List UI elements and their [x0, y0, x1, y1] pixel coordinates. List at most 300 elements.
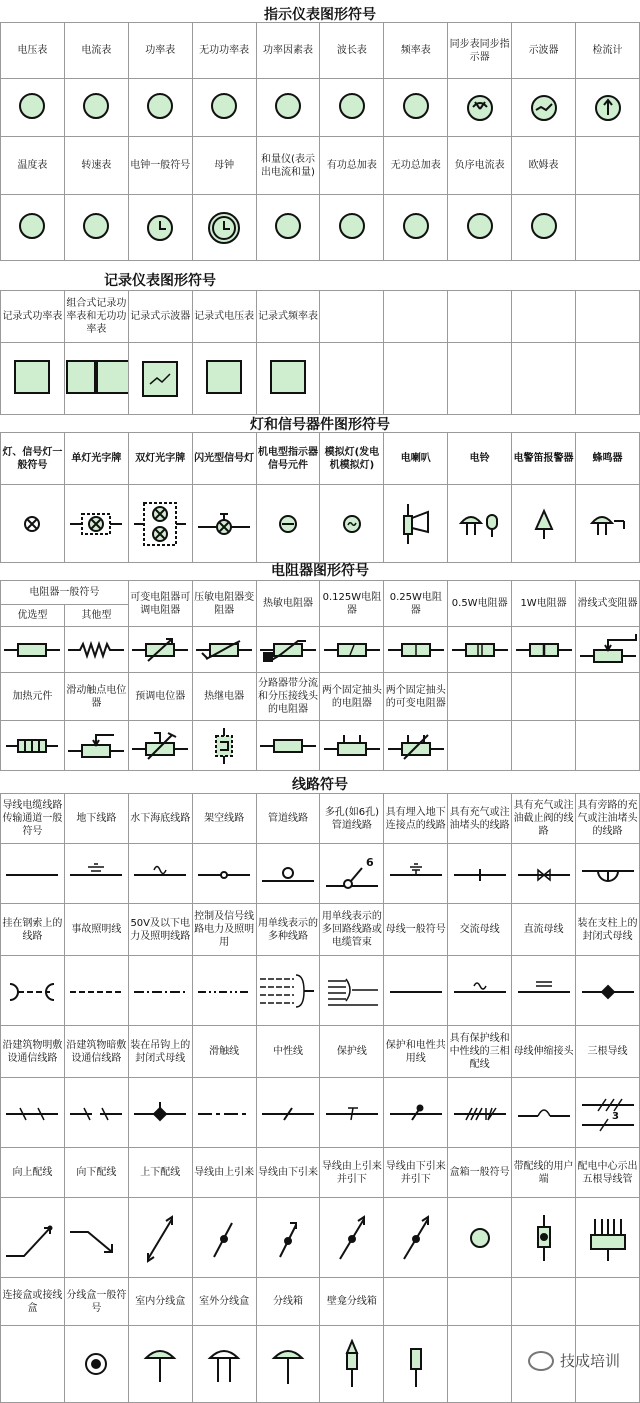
- symbol-cell: [192, 343, 256, 415]
- symbol-cell: [256, 956, 320, 1026]
- symbol-cell: [192, 956, 256, 1026]
- meter-symbol-icon: [19, 213, 45, 239]
- resistors-title: 电阻器图形符号: [0, 560, 640, 580]
- label-cell: 电流表: [64, 23, 128, 79]
- label-cell: 蜂鸣器: [576, 433, 640, 485]
- hole-count-label: 6: [366, 856, 374, 869]
- symbol-icon: [396, 1213, 436, 1263]
- symbol-cell: [256, 485, 320, 563]
- symbol-cell: [256, 1078, 320, 1148]
- meter-symbol-icon: [275, 93, 301, 119]
- symbol-cell: [256, 1198, 320, 1278]
- symbol-icon: [516, 859, 572, 889]
- label-cell: 无功功率表: [192, 23, 256, 79]
- symbol-icon: [145, 213, 175, 243]
- symbol-icon: [452, 1098, 508, 1128]
- symbol-icon: [467, 1225, 493, 1251]
- meters-table: [0, 22, 640, 261]
- meter-symbol-icon: [19, 93, 45, 119]
- label-cell: 机电型指示器信号元件: [256, 433, 320, 485]
- symbol-cell: [576, 956, 640, 1026]
- label-cell: 其他型: [64, 605, 128, 627]
- symbol-icon: [580, 976, 636, 1006]
- symbol-cell: [256, 195, 320, 261]
- symbol-icon: [324, 971, 380, 1011]
- recorder-symbol-icon: [66, 360, 96, 394]
- label-cell: 和量仪(表示出电流和量): [256, 137, 320, 195]
- symbol-cell: [320, 1326, 384, 1403]
- symbol-cell: [128, 721, 192, 771]
- symbol-cell: [576, 195, 640, 261]
- symbol-cell: [1, 1198, 65, 1278]
- symbol-icon: [452, 859, 508, 889]
- label-cell: 功率因素表: [256, 23, 320, 79]
- symbol-icon: [324, 856, 380, 892]
- label-cell: 用单线表示的多种线路: [256, 904, 320, 956]
- symbol-icon: [388, 859, 444, 889]
- symbol-cell: [192, 1078, 256, 1148]
- label-cell: 交流母线: [448, 904, 512, 956]
- symbol-icon: [204, 1342, 244, 1386]
- symbol-cell: [512, 844, 576, 904]
- label-cell: 模拟灯(发电机模拟灯): [320, 433, 384, 485]
- symbol-cell: [384, 343, 448, 415]
- label-cell: 组合式记录功率表和无功功率表: [64, 291, 128, 343]
- symbol-icon: [465, 93, 495, 123]
- label-cell: 有功总加表: [320, 137, 384, 195]
- label-cell: 功率表: [128, 23, 192, 79]
- symbol-icon: [196, 976, 252, 1006]
- symbol-cell: [512, 1078, 576, 1148]
- symbol-cell: [1, 721, 65, 771]
- meter-symbol-icon: [403, 93, 429, 119]
- label-cell: 导线由上引来并引下: [320, 1148, 384, 1198]
- symbol-icon: [394, 502, 438, 546]
- symbol-cell: [64, 627, 128, 673]
- label-cell: 电阻器一般符号: [1, 581, 129, 605]
- label-cell: 加热元件: [1, 673, 65, 721]
- label-cell: 三根导线: [576, 1026, 640, 1078]
- symbol-icon: [322, 731, 382, 761]
- label-cell: 分线盒一般符号: [64, 1278, 128, 1326]
- label-cell: 50V及以下电力及照明线路: [128, 904, 192, 956]
- label-cell: 连接盒或接线盒: [1, 1278, 65, 1326]
- label-cell: 管道线路: [256, 794, 320, 844]
- symbol-icon: [514, 635, 574, 665]
- label-cell: 滑线式变阻器: [576, 581, 640, 627]
- symbol-cell: [320, 956, 384, 1026]
- symbol-icon: [450, 635, 510, 665]
- label-cell: 导线由下引来并引下: [384, 1148, 448, 1198]
- symbol-icon: [258, 971, 318, 1011]
- lamps-title: 灯和信号器件图形符号: [0, 414, 640, 434]
- symbol-icon: [4, 859, 60, 889]
- symbol-cell: [576, 343, 640, 415]
- symbol-cell: [448, 721, 512, 771]
- label-cell: 事故照明线: [64, 904, 128, 956]
- symbol-cell: [512, 485, 576, 563]
- label-cell: [576, 137, 640, 195]
- recorders-title: 记录仪表图形符号: [0, 270, 320, 290]
- label-cell: 壁龛分线箱: [320, 1278, 384, 1326]
- symbol-icon: [68, 1216, 124, 1260]
- symbol-cell: [320, 195, 384, 261]
- label-cell: [448, 673, 512, 721]
- label-cell: 优选型: [1, 605, 65, 627]
- meter-symbol-icon: [403, 213, 429, 239]
- symbol-icon: [322, 635, 382, 665]
- symbol-cell: [64, 485, 128, 563]
- label-cell: 两个固定抽头的可变电阻器: [384, 673, 448, 721]
- label-cell: 用单线表示的多回路线路或电缆管束: [320, 904, 384, 956]
- symbol-cell: [256, 79, 320, 137]
- symbol-icon: [529, 507, 559, 541]
- label-cell: 负序电流表: [448, 137, 512, 195]
- symbol-icon: [258, 731, 318, 761]
- symbol-cell: [1, 1326, 65, 1403]
- symbol-icon: [583, 1213, 633, 1263]
- symbol-cell: [576, 721, 640, 771]
- symbol-cell: [448, 956, 512, 1026]
- resistors-table: [0, 580, 640, 771]
- symbol-icon: [341, 513, 363, 535]
- symbol-cell: [192, 1326, 256, 1403]
- symbol-icon: [196, 1098, 252, 1128]
- symbol-cell: [192, 721, 256, 771]
- label-cell: 无功总加表: [384, 137, 448, 195]
- symbol-icon: [132, 976, 188, 1006]
- symbol-cell: [128, 195, 192, 261]
- symbol-cell: [64, 956, 128, 1026]
- label-cell: 双灯光字牌: [128, 433, 192, 485]
- label-cell: 导线由下引来: [256, 1148, 320, 1198]
- symbol-cell: [448, 1326, 512, 1403]
- symbol-cell: [512, 343, 576, 415]
- label-cell: 可变电阻器可调电阻器: [128, 581, 192, 627]
- symbol-icon: [130, 635, 190, 665]
- label-cell: 热敏电阻器: [256, 581, 320, 627]
- symbol-icon: [206, 726, 242, 766]
- symbol-cell: [64, 343, 128, 415]
- symbol-cell: [1, 79, 65, 137]
- label-cell: 0.5W电阻器: [448, 581, 512, 627]
- symbol-cell: [64, 721, 128, 771]
- symbol-cell: [192, 1198, 256, 1278]
- recorder-symbol-icon: [206, 360, 242, 394]
- label-cell: 控制及信号线路电力及照明用: [192, 904, 256, 956]
- label-cell: [576, 1278, 640, 1326]
- meter-symbol-icon: [275, 213, 301, 239]
- symbol-icon: [66, 729, 126, 763]
- symbol-cell: [1, 956, 65, 1026]
- label-cell: 灯、信号灯一般符号: [1, 433, 65, 485]
- symbol-icon: [81, 1349, 111, 1379]
- symbol-icon: [401, 1339, 431, 1389]
- symbol-icon: [132, 1098, 188, 1128]
- symbol-cell: [256, 1326, 320, 1403]
- label-cell: 分路器带分流和分压接线头的电阻器: [256, 673, 320, 721]
- symbol-cell: [320, 721, 384, 771]
- symbol-icon: [132, 499, 188, 549]
- label-cell: [448, 1278, 512, 1326]
- symbol-icon: [268, 1342, 308, 1386]
- label-cell: [384, 1278, 448, 1326]
- symbol-cell: [512, 195, 576, 261]
- symbol-icon: [268, 1213, 308, 1263]
- symbol-cell: [192, 844, 256, 904]
- symbol-icon: [324, 1098, 380, 1128]
- symbol-icon: [68, 859, 124, 889]
- symbol-icon: [388, 976, 444, 1006]
- label-cell: 0.125W电阻器: [320, 581, 384, 627]
- meter-symbol-icon: [531, 213, 557, 239]
- symbol-icon: [204, 1213, 244, 1263]
- symbol-cell: [512, 1198, 576, 1278]
- meter-symbol-icon: [147, 93, 173, 119]
- symbol-cell: [576, 79, 640, 137]
- label-cell: 记录式电压表: [192, 291, 256, 343]
- symbol-cell: [64, 1078, 128, 1148]
- label-cell: 装在吊钩上的封闭式母线: [128, 1026, 192, 1078]
- label-cell: 温度表: [1, 137, 65, 195]
- meter-symbol-icon: [339, 93, 365, 119]
- label-cell: 带配线的用户端: [512, 1148, 576, 1198]
- symbol-icon: [142, 361, 178, 397]
- label-cell: 分线箱: [256, 1278, 320, 1326]
- symbol-cell: [384, 844, 448, 904]
- label-cell: [512, 291, 576, 343]
- label-cell: [576, 673, 640, 721]
- lines-title: 线路符号: [0, 774, 640, 794]
- meter-symbol-icon: [339, 213, 365, 239]
- label-cell: 直流母线: [512, 904, 576, 956]
- symbol-cell: [384, 1198, 448, 1278]
- label-cell: 记录式示波器: [128, 291, 192, 343]
- symbol-cell: [320, 627, 384, 673]
- symbol-cell: [1, 1078, 65, 1148]
- label-cell: 中性线: [256, 1026, 320, 1078]
- symbol-cell: [320, 1198, 384, 1278]
- label-cell: 单灯光字牌: [64, 433, 128, 485]
- symbol-icon: [132, 859, 188, 889]
- label-cell: 保护线: [320, 1026, 384, 1078]
- meter-symbol-icon: [83, 93, 109, 119]
- label-cell: 配电中心示出五根导线管: [576, 1148, 640, 1198]
- label-cell: 母钟: [192, 137, 256, 195]
- symbol-cell: [64, 844, 128, 904]
- symbol-icon: [260, 859, 316, 889]
- symbol-cell: [384, 79, 448, 137]
- symbol-icon: [66, 635, 126, 665]
- symbol-icon: [578, 632, 638, 668]
- symbol-cell: [384, 1078, 448, 1148]
- label-cell: 转速表: [64, 137, 128, 195]
- symbol-icon: [457, 509, 503, 539]
- label-cell: [384, 291, 448, 343]
- label-cell: 沿建筑物暗敷设通信线路: [64, 1026, 128, 1078]
- symbol-cell: [128, 1078, 192, 1148]
- label-cell: 向上配线: [1, 1148, 65, 1198]
- label-cell: 向下配线: [64, 1148, 128, 1198]
- symbol-icon: [529, 93, 559, 123]
- symbol-cell: [1, 485, 65, 563]
- symbol-icon: [140, 1213, 180, 1263]
- symbol-cell: [320, 343, 384, 415]
- symbol-icon: [68, 976, 124, 1006]
- symbol-cell: [64, 1198, 128, 1278]
- symbol-icon: [194, 635, 254, 665]
- recorder-symbol-icon: [96, 360, 128, 394]
- label-cell: [320, 291, 384, 343]
- symbol-cell: [128, 485, 192, 563]
- label-cell: 具有充气或注油堵头的线路: [448, 794, 512, 844]
- symbol-cell: [448, 844, 512, 904]
- symbol-cell: [256, 721, 320, 771]
- symbol-icon: [4, 1098, 60, 1128]
- label-cell: 预调电位器: [128, 673, 192, 721]
- label-cell: 同步表同步指示器: [448, 23, 512, 79]
- symbol-cell: [384, 485, 448, 563]
- label-cell: 电警笛报警器: [512, 433, 576, 485]
- symbol-icon: [452, 976, 508, 1006]
- watermark: 技成培训: [528, 1350, 620, 1372]
- label-cell: 导线由上引来: [192, 1148, 256, 1198]
- symbol-cell: [576, 485, 640, 563]
- label-cell: 电喇叭: [384, 433, 448, 485]
- label-cell: 滑触线: [192, 1026, 256, 1078]
- symbol-cell: [256, 343, 320, 415]
- label-cell: 闪光型信号灯: [192, 433, 256, 485]
- label-cell: 挂在钢索上的线路: [1, 904, 65, 956]
- symbol-cell: [128, 1326, 192, 1403]
- symbol-icon: [386, 635, 446, 665]
- symbol-cell: [384, 627, 448, 673]
- symbol-icon: [386, 729, 446, 763]
- label-cell: 沿建筑物明敷设通信线路: [1, 1026, 65, 1078]
- lamps-table: [0, 432, 640, 563]
- symbol-cell: [64, 195, 128, 261]
- symbol-cell: [128, 1198, 192, 1278]
- label-cell: [576, 291, 640, 343]
- meters-title: 指示仪表图形符号: [0, 4, 640, 24]
- label-cell: 压敏电阻器变阻器: [192, 581, 256, 627]
- label-cell: 具有埋入地下连接点的线路: [384, 794, 448, 844]
- symbol-icon: [196, 859, 252, 889]
- recorders-table: [0, 290, 640, 415]
- symbol-cell: [448, 1198, 512, 1278]
- symbol-cell: [384, 1326, 448, 1403]
- symbol-icon: [580, 859, 636, 889]
- label-cell: [448, 291, 512, 343]
- label-cell: 水下海底线路: [128, 794, 192, 844]
- symbol-cell: [448, 485, 512, 563]
- symbol-icon: [140, 1344, 180, 1384]
- symbol-cell: [192, 627, 256, 673]
- label-cell: 母线伸缩接头: [512, 1026, 576, 1078]
- symbol-cell: [64, 79, 128, 137]
- symbol-cell: [1, 844, 65, 904]
- label-cell: 具有充气或注油截止阀的线路: [512, 794, 576, 844]
- label-cell: 室外分线盒: [192, 1278, 256, 1326]
- label-cell: 电压表: [1, 23, 65, 79]
- label-cell: 记录式功率表: [1, 291, 65, 343]
- symbol-cell: [576, 844, 640, 904]
- label-cell: 记录式频率表: [256, 291, 320, 343]
- symbol-icon: [529, 1213, 559, 1263]
- symbol-cell: [128, 956, 192, 1026]
- symbol-cell: [576, 1078, 640, 1148]
- symbol-icon: [516, 976, 572, 1006]
- symbol-icon: [260, 1098, 316, 1128]
- symbol-cell: [1, 627, 65, 673]
- symbol-cell: [384, 956, 448, 1026]
- symbol-cell: [64, 1326, 128, 1403]
- label-cell: 架空线路: [192, 794, 256, 844]
- symbol-icon: [4, 976, 60, 1006]
- meter-symbol-icon: [211, 93, 237, 119]
- label-cell: 盒箱一般符号: [448, 1148, 512, 1198]
- symbol-cell: [320, 1078, 384, 1148]
- symbol-cell: [192, 485, 256, 563]
- symbol-cell: [448, 343, 512, 415]
- label-cell: 母线一般符号: [384, 904, 448, 956]
- symbol-cell: [576, 627, 640, 673]
- symbol-cell: [512, 956, 576, 1026]
- symbol-icon: [68, 1098, 124, 1128]
- symbol-cell: [448, 79, 512, 137]
- symbol-cell: [512, 79, 576, 137]
- symbol-icon: [196, 509, 252, 539]
- label-cell: [512, 673, 576, 721]
- label-cell: 欧姆表: [512, 137, 576, 195]
- label-cell: 示波器: [512, 23, 576, 79]
- symbol-icon: [516, 1098, 572, 1128]
- label-cell: 两个固定抽头的电阻器: [320, 673, 384, 721]
- label-cell: 电钟一般符号: [128, 137, 192, 195]
- recorder-symbol-icon: [270, 360, 306, 394]
- symbol-cell: [256, 627, 320, 673]
- symbol-cell: [192, 79, 256, 137]
- label-cell: 导线电缆线路传输通道一般符号: [1, 794, 65, 844]
- symbol-icon: [2, 635, 62, 665]
- label-cell: 热继电器: [192, 673, 256, 721]
- label-cell: 滑动触点电位器: [64, 673, 128, 721]
- symbol-cell: [512, 721, 576, 771]
- symbol-icon: [130, 729, 190, 763]
- wire-count-label: 3: [612, 1111, 619, 1122]
- label-cell: 电铃: [448, 433, 512, 485]
- label-cell: 1W电阻器: [512, 581, 576, 627]
- meter-symbol-icon: [83, 213, 109, 239]
- label-cell: [512, 1278, 576, 1326]
- symbol-cell: [128, 627, 192, 673]
- symbol-cell: [448, 195, 512, 261]
- label-cell: 检流计: [576, 23, 640, 79]
- symbol-cell: [320, 844, 384, 904]
- meter-symbol-icon: [467, 213, 493, 239]
- recorder-symbol-icon: [14, 360, 50, 394]
- symbol-cell: [128, 844, 192, 904]
- symbol-cell: [192, 195, 256, 261]
- symbol-icon: [277, 513, 299, 535]
- symbol-cell: [1, 195, 65, 261]
- symbol-cell: [384, 195, 448, 261]
- label-cell: 室内分线盒: [128, 1278, 192, 1326]
- symbol-icon: [258, 635, 318, 665]
- label-cell: 具有保护线和中性线的三相配线: [448, 1026, 512, 1078]
- label-cell: 保护和电性共用线: [384, 1026, 448, 1078]
- symbol-icon: [4, 1216, 60, 1260]
